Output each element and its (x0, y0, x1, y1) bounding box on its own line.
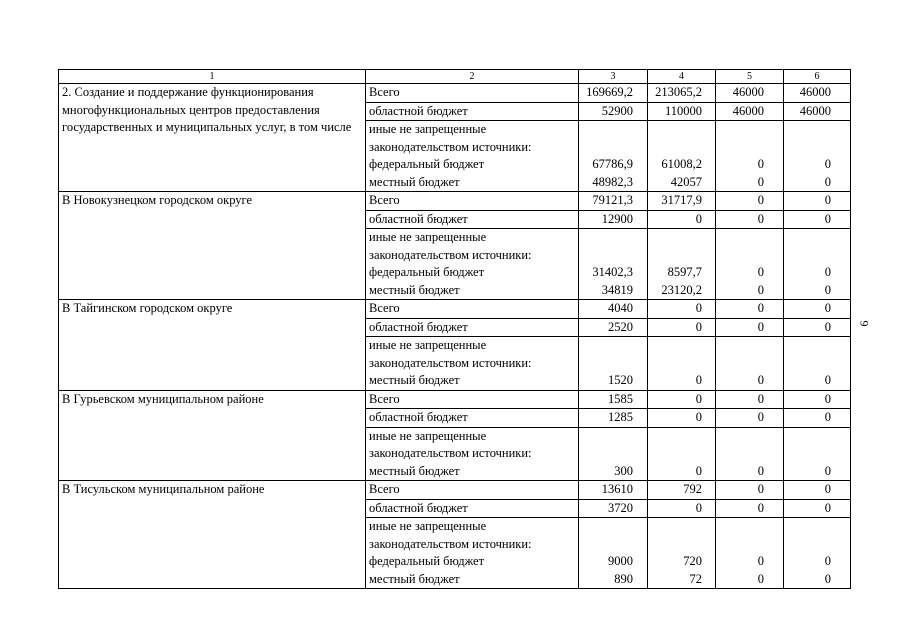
source-label: иные не запрещенные законодательством источники: (369, 428, 532, 460)
value-cell (648, 210, 716, 229)
value-cell (784, 84, 851, 103)
value-cell (716, 337, 784, 391)
value: 0 (824, 211, 831, 226)
value: 0 (824, 265, 831, 279)
value-cell (579, 192, 648, 211)
source-label: областной бюджет (369, 211, 468, 226)
value: 0 (757, 482, 764, 496)
source-label-cell (366, 409, 579, 428)
value-cell (716, 318, 784, 337)
value-cell (784, 192, 851, 211)
source-label: иные не запрещенные законодательством источники: (369, 519, 532, 551)
value-cell (648, 84, 716, 103)
value-cell (716, 481, 784, 500)
value-cell (784, 390, 851, 409)
value-cell (784, 409, 851, 428)
table-row (59, 481, 851, 500)
section-title: В Тисульском муниципальном районе (59, 481, 366, 589)
column-number: 6 (784, 70, 851, 84)
value: 0 (757, 571, 764, 586)
value: 0 (757, 157, 764, 171)
value-cell (579, 318, 648, 337)
value: 0 (757, 391, 764, 406)
source-label-cell (366, 121, 579, 192)
value-cell (579, 518, 648, 589)
value: 46000 (799, 103, 831, 118)
value-cell (579, 337, 648, 391)
value: 0 (824, 410, 831, 424)
value-cell (784, 337, 851, 391)
value: 0 (695, 301, 702, 315)
value: 0 (757, 265, 764, 279)
value-cell (579, 102, 648, 121)
table-row (59, 300, 851, 319)
value: 0 (757, 554, 764, 568)
value-cell (784, 210, 851, 229)
source-label: Всего (369, 301, 400, 315)
value-cell (579, 210, 648, 229)
budget-table-body (59, 70, 851, 589)
source-label: областной бюджет (369, 410, 468, 424)
value: 0 (824, 571, 831, 586)
value-cell (716, 518, 784, 589)
source-label-cell (366, 499, 579, 518)
column-number: 1 (59, 70, 366, 84)
page-number: 9 (857, 320, 872, 327)
source-label: иные не запрещенные законодательством источники: (369, 230, 532, 262)
value: 300 (614, 463, 633, 478)
source-label: местный бюджет (369, 463, 460, 478)
value: 0 (757, 463, 764, 478)
value: 0 (757, 500, 764, 515)
value: 46000 (732, 85, 764, 99)
value-cell (648, 121, 716, 192)
source-label: областной бюджет (369, 500, 468, 515)
source-label-cell (366, 390, 579, 409)
value: 890 (614, 571, 633, 586)
source-label: местный бюджет (369, 282, 460, 297)
source-label: Всего (369, 85, 400, 99)
value: 9000 (608, 554, 633, 568)
value-cell (648, 337, 716, 391)
value: 0 (695, 373, 702, 387)
source-label: иные не запрещенные законодательством источники: (369, 338, 532, 370)
value: 42057 (670, 174, 702, 189)
column-number: 2 (366, 70, 579, 84)
value: 0 (757, 410, 764, 424)
source-label-cell (366, 300, 579, 319)
value: 0 (824, 391, 831, 406)
value: 0 (757, 319, 764, 334)
value: 0 (695, 211, 702, 226)
value-cell (579, 481, 648, 500)
value: 52900 (601, 103, 633, 118)
source-label-cell (366, 518, 579, 589)
value: 0 (824, 373, 831, 387)
value: 61008,2 (661, 157, 702, 171)
section-title: В Гурьевском муниципальном районе (59, 390, 366, 481)
value: 0 (757, 373, 764, 387)
source-label: федеральный бюджет (369, 265, 485, 279)
column-number: 3 (579, 70, 648, 84)
value: 0 (824, 463, 831, 478)
value: 0 (824, 174, 831, 189)
value-cell (784, 121, 851, 192)
value: 1585 (608, 391, 633, 406)
value-cell (648, 229, 716, 300)
value-cell (784, 481, 851, 500)
source-label: Всего (369, 193, 400, 207)
value-cell (716, 427, 784, 481)
value: 67786,9 (592, 157, 633, 171)
value-cell (579, 84, 648, 103)
value: 213065,2 (655, 85, 702, 99)
value-cell (579, 499, 648, 518)
value: 0 (824, 500, 831, 515)
value: 3720 (608, 500, 633, 515)
value-cell (716, 390, 784, 409)
value-cell (579, 409, 648, 428)
value: 34819 (601, 282, 633, 297)
value: 31402,3 (592, 265, 633, 279)
value: 0 (695, 500, 702, 515)
value: 72 (689, 571, 702, 586)
value: 0 (757, 174, 764, 189)
source-label: местный бюджет (369, 174, 460, 189)
source-label: областной бюджет (369, 103, 468, 118)
value: 0 (824, 301, 831, 315)
value: 720 (683, 554, 702, 568)
value: 169669,2 (586, 85, 633, 99)
source-label: областной бюджет (369, 319, 468, 334)
value: 23120,2 (661, 282, 702, 297)
value-cell (716, 300, 784, 319)
value: 110000 (664, 103, 702, 118)
value: 792 (683, 482, 702, 496)
value-cell (648, 318, 716, 337)
source-label-cell (366, 229, 579, 300)
value-cell (784, 499, 851, 518)
value: 12900 (601, 211, 633, 226)
value-cell (648, 192, 716, 211)
source-label: Всего (369, 482, 400, 496)
source-label-cell (366, 84, 579, 103)
source-label-cell (366, 427, 579, 481)
source-label: Всего (369, 391, 400, 406)
value-cell (716, 409, 784, 428)
section-title: В Тайгинском городском округе (59, 300, 366, 391)
value: 1520 (608, 373, 633, 387)
value: 0 (824, 157, 831, 171)
value-cell (784, 229, 851, 300)
table-row (59, 192, 851, 211)
value-cell (716, 229, 784, 300)
value-cell (716, 499, 784, 518)
value: 79121,3 (592, 193, 633, 207)
value-cell (648, 390, 716, 409)
value: 46000 (799, 85, 831, 99)
value-cell (579, 390, 648, 409)
value: 0 (695, 410, 702, 424)
value-cell (784, 102, 851, 121)
value-cell (716, 102, 784, 121)
value-cell (716, 192, 784, 211)
value: 0 (695, 463, 702, 478)
value: 0 (695, 319, 702, 334)
value-cell (579, 300, 648, 319)
value: 46000 (732, 103, 764, 118)
source-label: местный бюджет (369, 571, 460, 586)
value-cell (784, 318, 851, 337)
value-cell (716, 84, 784, 103)
value: 0 (824, 319, 831, 334)
value: 4040 (608, 301, 633, 315)
value: 8597,7 (667, 265, 702, 279)
value: 31717,9 (661, 193, 702, 207)
value: 0 (824, 554, 831, 568)
source-label: местный бюджет (369, 373, 460, 387)
value-cell (648, 481, 716, 500)
source-label-cell (366, 318, 579, 337)
value: 0 (757, 211, 764, 226)
section-title: В Новокузнецком городском округе (59, 192, 366, 300)
value-cell (716, 210, 784, 229)
value-cell (784, 427, 851, 481)
source-label-cell (366, 337, 579, 391)
value-cell (648, 499, 716, 518)
value-cell (648, 409, 716, 428)
value: 0 (757, 282, 764, 297)
source-label: федеральный бюджет (369, 157, 485, 171)
section-title: 2. Создание и поддержание функционирования многофункциональных центров предоставления государственных и муниципальных услуг, в том числе (59, 84, 366, 192)
value: 1285 (608, 410, 633, 424)
table-row (59, 390, 851, 409)
value: 48982,3 (592, 174, 633, 189)
value: 0 (695, 391, 702, 406)
value: 13610 (601, 482, 633, 496)
value: 0 (824, 482, 831, 496)
value: 0 (757, 301, 764, 315)
source-label-cell (366, 210, 579, 229)
value-cell (648, 427, 716, 481)
column-number: 4 (648, 70, 716, 84)
value: 2520 (608, 319, 633, 334)
source-label-cell (366, 102, 579, 121)
value: 0 (824, 193, 831, 207)
value-cell (784, 518, 851, 589)
value-cell (648, 518, 716, 589)
budget-table (58, 69, 851, 589)
value-cell (648, 102, 716, 121)
value-cell (579, 427, 648, 481)
value-cell (579, 121, 648, 192)
value-cell (648, 300, 716, 319)
value: 0 (824, 282, 831, 297)
table-row (59, 84, 851, 103)
value-cell (716, 121, 784, 192)
source-label-cell (366, 192, 579, 211)
value: 0 (757, 193, 764, 207)
value-cell (784, 300, 851, 319)
source-label: федеральный бюджет (369, 554, 485, 568)
source-label: иные не запрещенные законодательством источники: (369, 122, 532, 154)
column-numbers-row (59, 70, 851, 84)
column-number: 5 (716, 70, 784, 84)
value-cell (579, 229, 648, 300)
source-label-cell (366, 481, 579, 500)
